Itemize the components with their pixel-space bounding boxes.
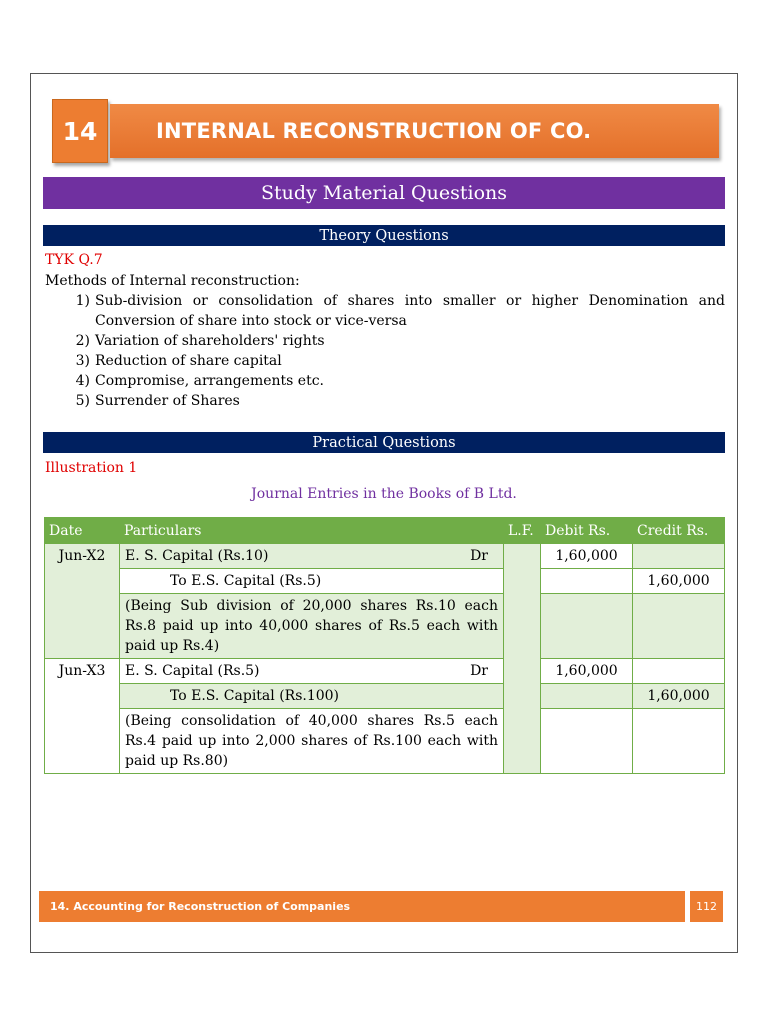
- table-row: [45, 659, 725, 684]
- methods-list: [45, 271, 725, 411]
- table-title: Journal Entries in the Books of B Ltd.: [251, 486, 517, 502]
- credit-account: To E.S. Capital (Rs.5): [120, 569, 504, 594]
- list-number: 1): [75, 293, 90, 309]
- table-row: [45, 594, 725, 659]
- col-header-date: Date: [45, 518, 120, 544]
- chapter-number-box: [52, 99, 108, 163]
- list-number: 2): [75, 333, 90, 349]
- footer-text: 14. Accounting for Reconstruction of Companies: [50, 900, 351, 913]
- practical-heading: Practical Questions: [312, 434, 456, 451]
- credit-account: To E.S. Capital (Rs.100): [120, 684, 504, 709]
- list-text: Surrender of Shares: [95, 393, 240, 409]
- list-number: 3): [75, 353, 90, 369]
- table-row: [45, 544, 725, 569]
- credit-amount: 1,60,000: [633, 569, 725, 594]
- debit-line-cell: [120, 544, 504, 569]
- debit-amount-empty: [541, 709, 633, 774]
- col-header-debit: Debit Rs.: [541, 518, 633, 544]
- table-row: [45, 709, 725, 774]
- entry-date: Jun-X3: [45, 659, 120, 774]
- list-item: [45, 351, 725, 371]
- credit-amount-empty: [633, 594, 725, 659]
- theory-heading: Theory Questions: [319, 227, 449, 244]
- col-header-lf: L.F.: [504, 518, 541, 544]
- debit-line-cell: [120, 659, 504, 684]
- narration: (Being Sub division of 20,000 shares Rs.10 each Rs.8 paid up into 40,000 shares of Rs.5 each with paid up Rs.4): [120, 594, 504, 659]
- question-label: TYK Q.7: [45, 252, 103, 268]
- journal-table: [44, 517, 725, 774]
- lf-cell: [504, 544, 541, 774]
- list-text: Compromise, arrangements etc.: [95, 373, 325, 389]
- list-text: Reduction of share capital: [95, 353, 282, 369]
- list-item: [45, 391, 725, 411]
- section-banner: [43, 177, 725, 209]
- methods-intro: Methods of Internal reconstruction:: [45, 273, 300, 289]
- table-row: [45, 684, 725, 709]
- theory-banner: [43, 225, 725, 246]
- debit-amount: 1,60,000: [541, 544, 633, 569]
- debit-amount-empty: [541, 594, 633, 659]
- chapter-title-bar: [110, 104, 719, 158]
- footer-bar: [39, 891, 685, 922]
- dr-marker: Dr: [470, 663, 488, 679]
- narration: (Being consolidation of 40,000 shares Rs.5 each Rs.4 paid up into 2,000 shares of Rs.100 each with paid up Rs.80): [120, 709, 504, 774]
- credit-amount-empty: [633, 709, 725, 774]
- list-item: [45, 291, 725, 331]
- chapter-title: INTERNAL RECONSTRUCTION OF CO.: [156, 119, 592, 143]
- credit-amount: 1,60,000: [633, 684, 725, 709]
- illustration-label: Illustration 1: [45, 460, 138, 476]
- list-item: [45, 331, 725, 351]
- table-header-row: [45, 518, 725, 544]
- page-number-box: [690, 891, 723, 922]
- debit-account: E. S. Capital (Rs.10): [125, 548, 269, 564]
- list-text: Variation of shareholders' rights: [95, 333, 325, 349]
- chapter-number: 14: [62, 116, 98, 146]
- list-item: [45, 371, 725, 391]
- list-number: 4): [75, 373, 90, 389]
- list-text: Sub-division or consolidation of shares into smaller or higher Denomination and Conversion of share into stock or vice-versa: [95, 293, 725, 329]
- credit-amount-empty: [633, 659, 725, 684]
- debit-amount-empty: [541, 684, 633, 709]
- section-title: Study Material Questions: [260, 182, 508, 204]
- col-header-credit: Credit Rs.: [633, 518, 725, 544]
- page-number: 112: [696, 900, 717, 913]
- practical-banner: [43, 432, 725, 453]
- debit-account: E. S. Capital (Rs.5): [125, 663, 260, 679]
- dr-marker: Dr: [470, 548, 488, 564]
- col-header-particulars: Particulars: [120, 518, 504, 544]
- entry-date: Jun-X2: [45, 544, 120, 659]
- credit-amount-empty: [633, 544, 725, 569]
- debit-amount-empty: [541, 569, 633, 594]
- table-row: [45, 569, 725, 594]
- list-number: 5): [75, 393, 90, 409]
- debit-amount: 1,60,000: [541, 659, 633, 684]
